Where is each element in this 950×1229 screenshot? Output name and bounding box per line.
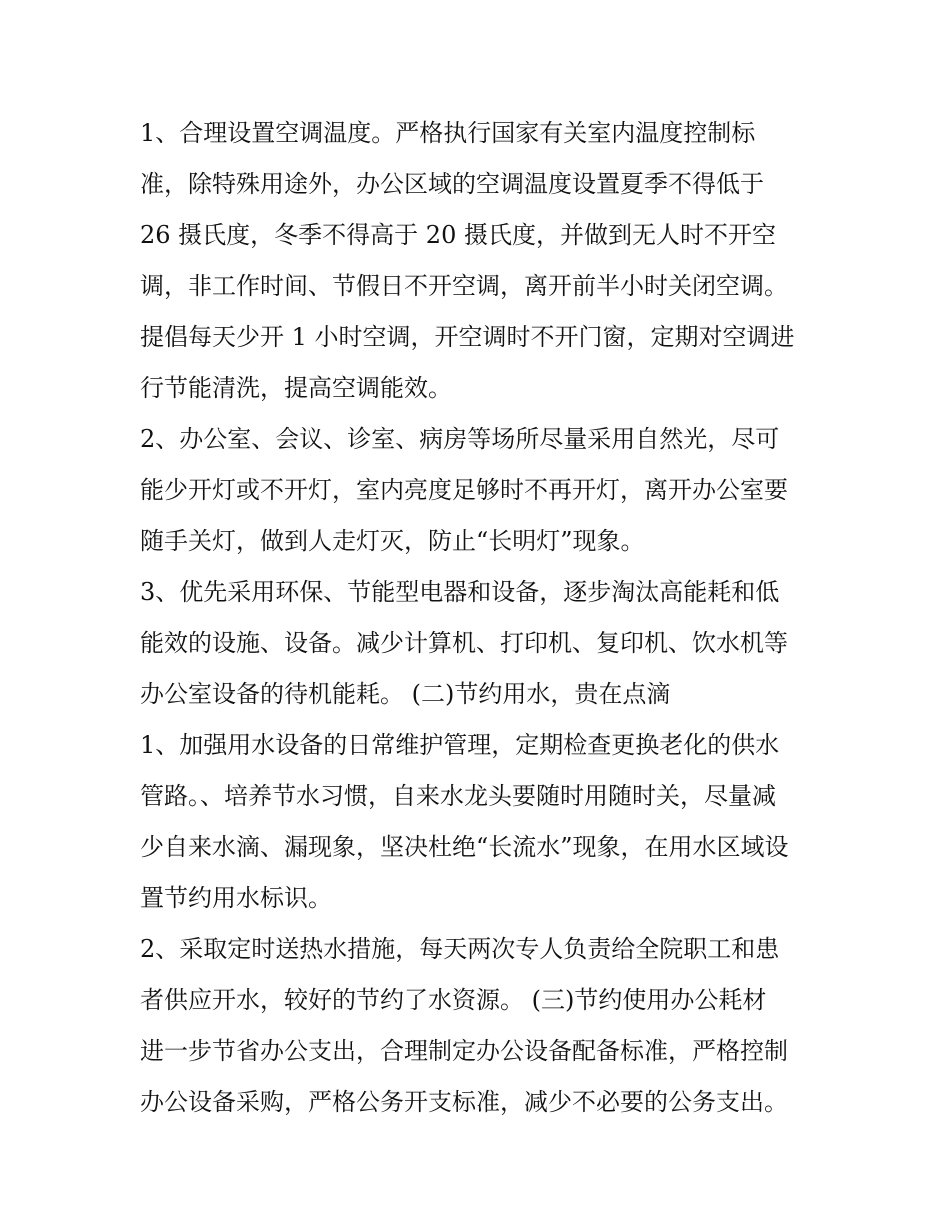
text-line: 准，除特殊用途外，办公区域的空调温度设置夏季不得低于: [140, 170, 764, 198]
text-line: 2、采取定时送热水措施，每天两次专人负责给全院职工和患: [140, 935, 780, 963]
text-line: 少自来水滴、漏现象，坚决杜绝“长流水”现象，在用水区域设: [140, 833, 789, 861]
document-body: [140, 108, 830, 1128]
text-line: 调，非工作时间、节假日不开空调，离开前半小时关闭空调。: [140, 272, 788, 300]
text-line: 进一步节省办公支出，合理制定办公设备配备标准，严格控制: [140, 1037, 788, 1065]
text-line: 者供应开水，较好的节约了水资源。 (三)节约使用办公耗材: [140, 986, 767, 1014]
text-line: 能效的设施、设备。减少计算机、打印机、复印机、饮水机等: [140, 629, 788, 657]
text-line: 随手关灯，做到人走灯灭，防止“长明灯”现象。: [140, 527, 645, 555]
text-line: 置节约用水标识。: [140, 884, 332, 912]
text-line: 能少开灯或不开灯，室内亮度足够时不再开灯，离开办公室要: [140, 476, 788, 504]
text-line: 1、加强用水设备的日常维护管理，定期检查更换老化的供水: [140, 731, 780, 759]
text-line: 26 摄氏度，冬季不得高于 20 摄氏度，并做到无人时不开空: [140, 221, 776, 249]
text-line: 3、优先采用环保、节能型电器和设备，逐步淘汰高能耗和低: [140, 578, 780, 606]
text-line: 办公室设备的待机能耗。 (二)节约用水，贵在点滴: [140, 680, 671, 708]
text-line: 行节能清洗，提高空调能效。: [140, 374, 452, 402]
text-line: 管路。、培养节水习惯，自来水龙头要随时用随时关，尽量减: [140, 782, 776, 810]
text-line: 1、合理设置空调温度。严格执行国家有关室内温度控制标: [140, 119, 756, 147]
text-line: 提倡每天少开 1 小时空调，开空调时不开门窗，定期对空调进: [140, 323, 795, 351]
text-line: 办公设备采购，严格公务开支标准，减少不必要的公务支出。: [140, 1088, 788, 1116]
text-line: 2、办公室、会议、诊室、病房等场所尽量采用自然光，尽可: [140, 425, 780, 453]
